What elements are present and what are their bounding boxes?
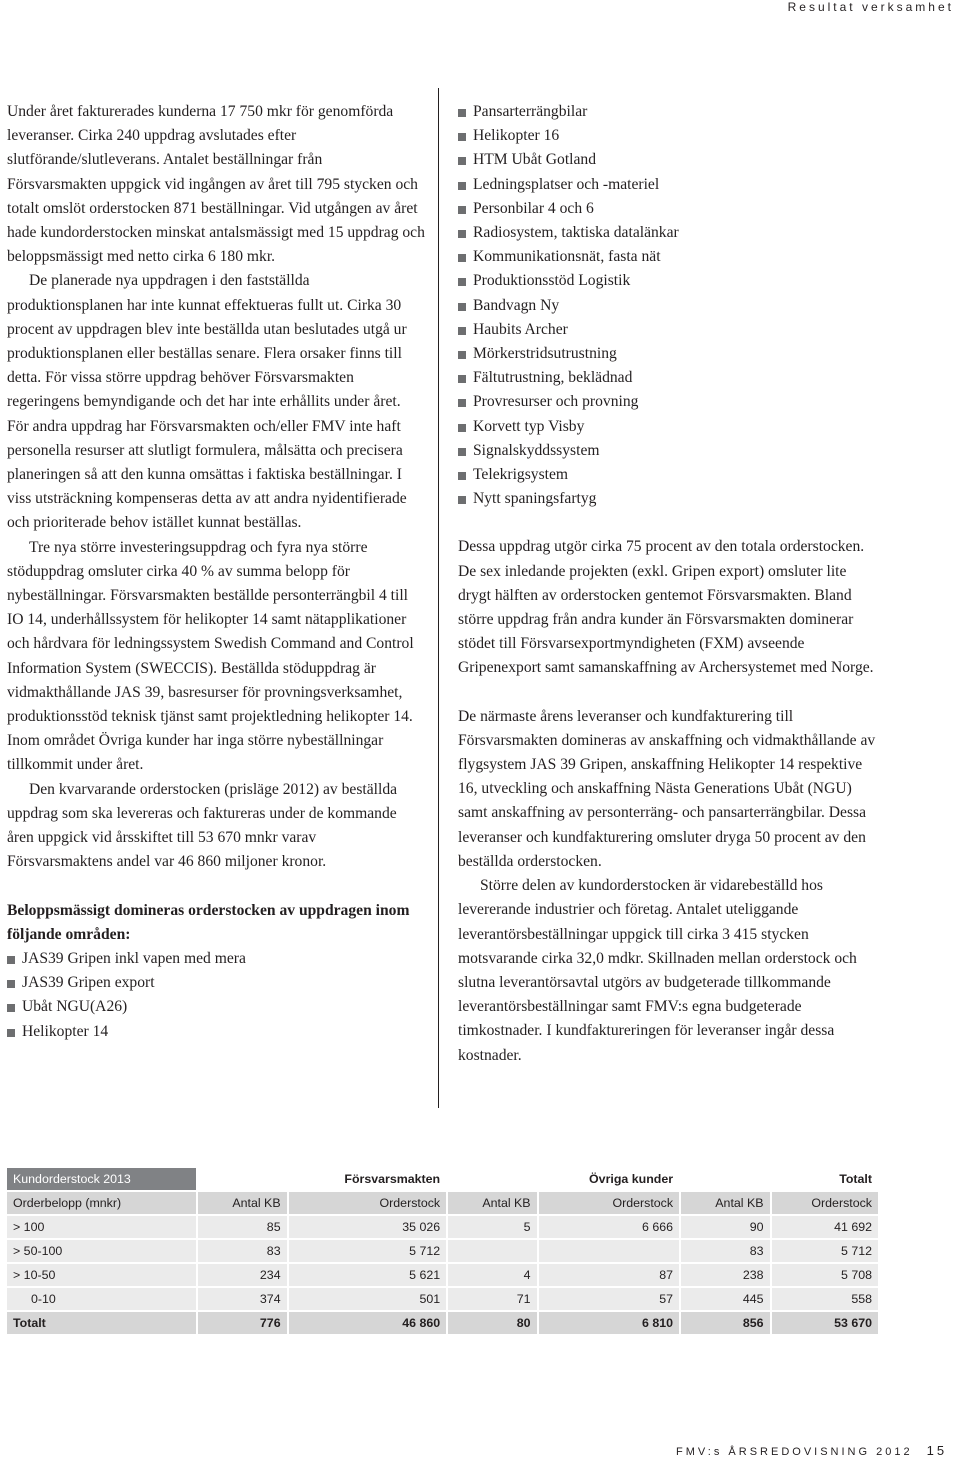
page-footer	[676, 1443, 947, 1458]
list-item: JAS39 Gripen inkl vapen med mera	[7, 947, 425, 971]
table-cell: 374	[197, 1287, 287, 1311]
table-cell: 501	[288, 1287, 448, 1311]
table-cell: 5 708	[771, 1263, 879, 1287]
column-header: Orderbelopp (mnkr)	[7, 1191, 197, 1215]
table-row	[7, 1263, 879, 1287]
table-cell: 71	[447, 1287, 537, 1311]
table-cell: 90	[680, 1215, 770, 1239]
table-cell: 5 712	[288, 1239, 448, 1263]
table-cell: 776	[197, 1311, 287, 1335]
table-row	[7, 1239, 879, 1263]
list-item: Produktionsstöd Logistik	[458, 269, 878, 293]
table-cell: 856	[680, 1311, 770, 1335]
column-header: Orderstock	[538, 1191, 680, 1215]
list-item: Mörkerstridsutrustning	[458, 342, 878, 366]
right-column	[458, 100, 878, 1068]
footer-text: FMV:s ÅRSREDOVISNING 2012	[676, 1446, 913, 1458]
table-cell: 234	[197, 1263, 287, 1287]
paragraph: Tre nya större investeringsuppdrag och fyra nya större stöduppdrag omsluter cirka 40 % av summa belopp för nybeställningar. Försvarsmakten beställde personterrängbil 4 till IO 14, underhållssystem för helikopter 14 samt nätapplikationer och hårdvara för ledningssystem Swedish Command and Control Information System (SWECCIS). Beställda stöduppdrag är vidmakthållande JAS 39, basresurser för provningsverksamhet, produktionsstöd teknisk tjänst samt projektledning helikopter 14. Inom området Övriga kunder har inga större nybeställningar tillkommit under året.	[7, 538, 414, 774]
group-header: Totalt	[771, 1168, 879, 1191]
table-cell: 5 712	[771, 1239, 879, 1263]
table-cell: 5	[447, 1215, 537, 1239]
paragraph: Dessa uppdrag utgör cirka 75 procent av den totala orderstocken. De sex inledande projekten (exkl. Gripen export) omsluter lite drygt hälften av orderstocken gentemot Försvarsmakten. Bland större uppdrag från andra kunder än Försvarsmakten dominerar stödet till Försvarsexportmyndigheten (FXM) avseende Gripenexport samt samanskaffning av Archersystemet med Norge.	[458, 538, 874, 677]
table-cell: Totalt	[7, 1311, 197, 1335]
table-cell: 4	[447, 1263, 537, 1287]
list-item: JAS39 Gripen export	[7, 971, 425, 995]
table-cell: 80	[447, 1311, 537, 1335]
table-cell: 5 621	[288, 1263, 448, 1287]
bullet-list	[458, 100, 878, 511]
table-cell: 83	[680, 1239, 770, 1263]
list-item: Signalskyddssystem	[458, 439, 878, 463]
group-header: Försvarsmakten	[288, 1168, 448, 1191]
list-item: Helikopter 14	[7, 1020, 425, 1044]
list-item: Fältutrustning, beklädnad	[458, 366, 878, 390]
table-cell: 41 692	[771, 1215, 879, 1239]
list-item: Helikopter 16	[458, 124, 878, 148]
table-row	[7, 1287, 879, 1311]
table-cell: 35 026	[288, 1215, 448, 1239]
column-header: Antal KB	[680, 1191, 770, 1215]
table-cell	[447, 1239, 537, 1263]
table-cell: 6 666	[538, 1215, 680, 1239]
column-header: Orderstock	[771, 1191, 879, 1215]
table-cell: 445	[680, 1287, 770, 1311]
column-divider	[438, 88, 439, 1108]
table-cell: 46 860	[288, 1311, 448, 1335]
column-header-row	[7, 1191, 879, 1215]
list-item: Pansarterrängbilar	[458, 100, 878, 124]
table-cell: > 10-50	[7, 1263, 197, 1287]
table-cell: 558	[771, 1287, 879, 1311]
list-item: Telekrigsystem	[458, 463, 878, 487]
column-header: Antal KB	[197, 1191, 287, 1215]
bullet-list	[7, 947, 425, 1044]
table-row	[7, 1215, 879, 1239]
table-cell: > 50-100	[7, 1239, 197, 1263]
column-header: Orderstock	[288, 1191, 448, 1215]
list-item: Provresurser och provning	[458, 390, 878, 414]
list-item: Radiosystem, taktiska datalänkar	[458, 221, 878, 245]
paragraph: Större delen av kundorderstocken är vidarebeställd hos levererande industrier och företag. Antalet uteliggande leverantörsbeställningar uppgick till cirka 3 415 stycken motsvarande cirka 32,0 mdkr. Skillnaden mellan orderstock och slutna leverantörsavtal utgörs av budgeterade tillkommande leverantörsbeställningar samt FMV:s egna budgeterade timkostnader. I kundfaktureringen för leveranser ingår dessa kostnader.	[458, 877, 857, 1064]
table-cell: 6 810	[538, 1311, 680, 1335]
table-cell: 57	[538, 1287, 680, 1311]
table-total-row	[7, 1311, 879, 1335]
running-head: Resultat verksamhet	[787, 0, 954, 14]
table-cell: 238	[680, 1263, 770, 1287]
group-header: Övriga kunder	[538, 1168, 680, 1191]
table-title: Kundorderstock 2013	[7, 1168, 197, 1191]
paragraph: De närmaste årens leveranser och kundfakturering till Försvarsmakten domineras av anskaffning och vidmakthållande av flygsystem JAS 39 Gripen, anskaffning Helikopter 14 respektive 16, utveckling och anskaffning Nästa Generations Ubåt (NGU) samt anskaffning av personterräng- och pansarterrängbilar. Dessa leveranser och kundfakturering omsluter dryga 50 procent av den beställda orderstocken.	[458, 707, 876, 870]
list-item: Ledningsplatser och -materiel	[458, 173, 878, 197]
page-number: 15	[926, 1443, 948, 1458]
paragraph: Den kvarvarande orderstocken (prisläge 2012) av beställda uppdrag som ska levereras och faktureras under de kommande åren uppgick vid årsskiftet till 53 670 mnkr varav Försvarsmaktens andel var 46 860 miljoner kronor.	[7, 780, 398, 871]
column-header: Antal KB	[447, 1191, 537, 1215]
table-cell: > 100	[7, 1215, 197, 1239]
order-stock-table	[7, 1168, 880, 1336]
table-cell: 83	[197, 1239, 287, 1263]
section-heading: Beloppsmässigt domineras orderstocken av uppdragen inom följande områden:	[7, 901, 410, 943]
list-item: Haubits Archer	[458, 318, 878, 342]
table-cell: 53 670	[771, 1311, 879, 1335]
table-title-row	[7, 1168, 879, 1191]
list-item: Korvett typ Visby	[458, 415, 878, 439]
list-item: Kommunikationsnät, fasta nät	[458, 245, 878, 269]
table-cell: 85	[197, 1215, 287, 1239]
list-item: Personbilar 4 och 6	[458, 197, 878, 221]
table-cell	[538, 1239, 680, 1263]
left-column	[7, 100, 425, 1044]
list-item: Bandvagn Ny	[458, 294, 878, 318]
list-item: HTM Ubåt Gotland	[458, 148, 878, 172]
table-cell: 0-10	[7, 1287, 197, 1311]
table-cell: 87	[538, 1263, 680, 1287]
list-item: Ubåt NGU(A26)	[7, 995, 425, 1019]
paragraph: Under året fakturerades kunderna 17 750 mkr för genomförda leveranser. Cirka 240 uppdrag avslutades efter slutförande/slutleverans. Antalet beställningar från Försvarsmakten uppgick vid ingången av året till 795 stycken och totalt omslöt orderstocken 871 beställningar. Vid utgången av året hade kundorderstocken minskat antalsmässigt med 15 uppdrag och beloppsmässigt med netto cirka 6 180 mkr.	[7, 103, 425, 266]
paragraph: De planerade nya uppdragen i den fastställda produktionsplanen har inte kunnat effektueras fullt ut. Cirka 30 procent av uppdragen blev inte beställda utan beslutades utgå ur produktionsplanen eller beställas senare. Flera orsaker finns till detta. För vissa större uppdrag behöver Försvarsmakten regeringens bemyndigande och det har inte erhållits under året. För andra uppdrag har Försvarsmakten och/eller FMV inte haft personella resurser att slutligt formulera, målsätta och precisera planeringen så att den kunna omsättas i faktiska beställningar. I viss utsträckning kompenseras detta av att andra nyidentifierade och prioriterade behov istället kunnat beställas.	[7, 272, 407, 532]
list-item: Nytt spaningsfartyg	[458, 487, 878, 511]
